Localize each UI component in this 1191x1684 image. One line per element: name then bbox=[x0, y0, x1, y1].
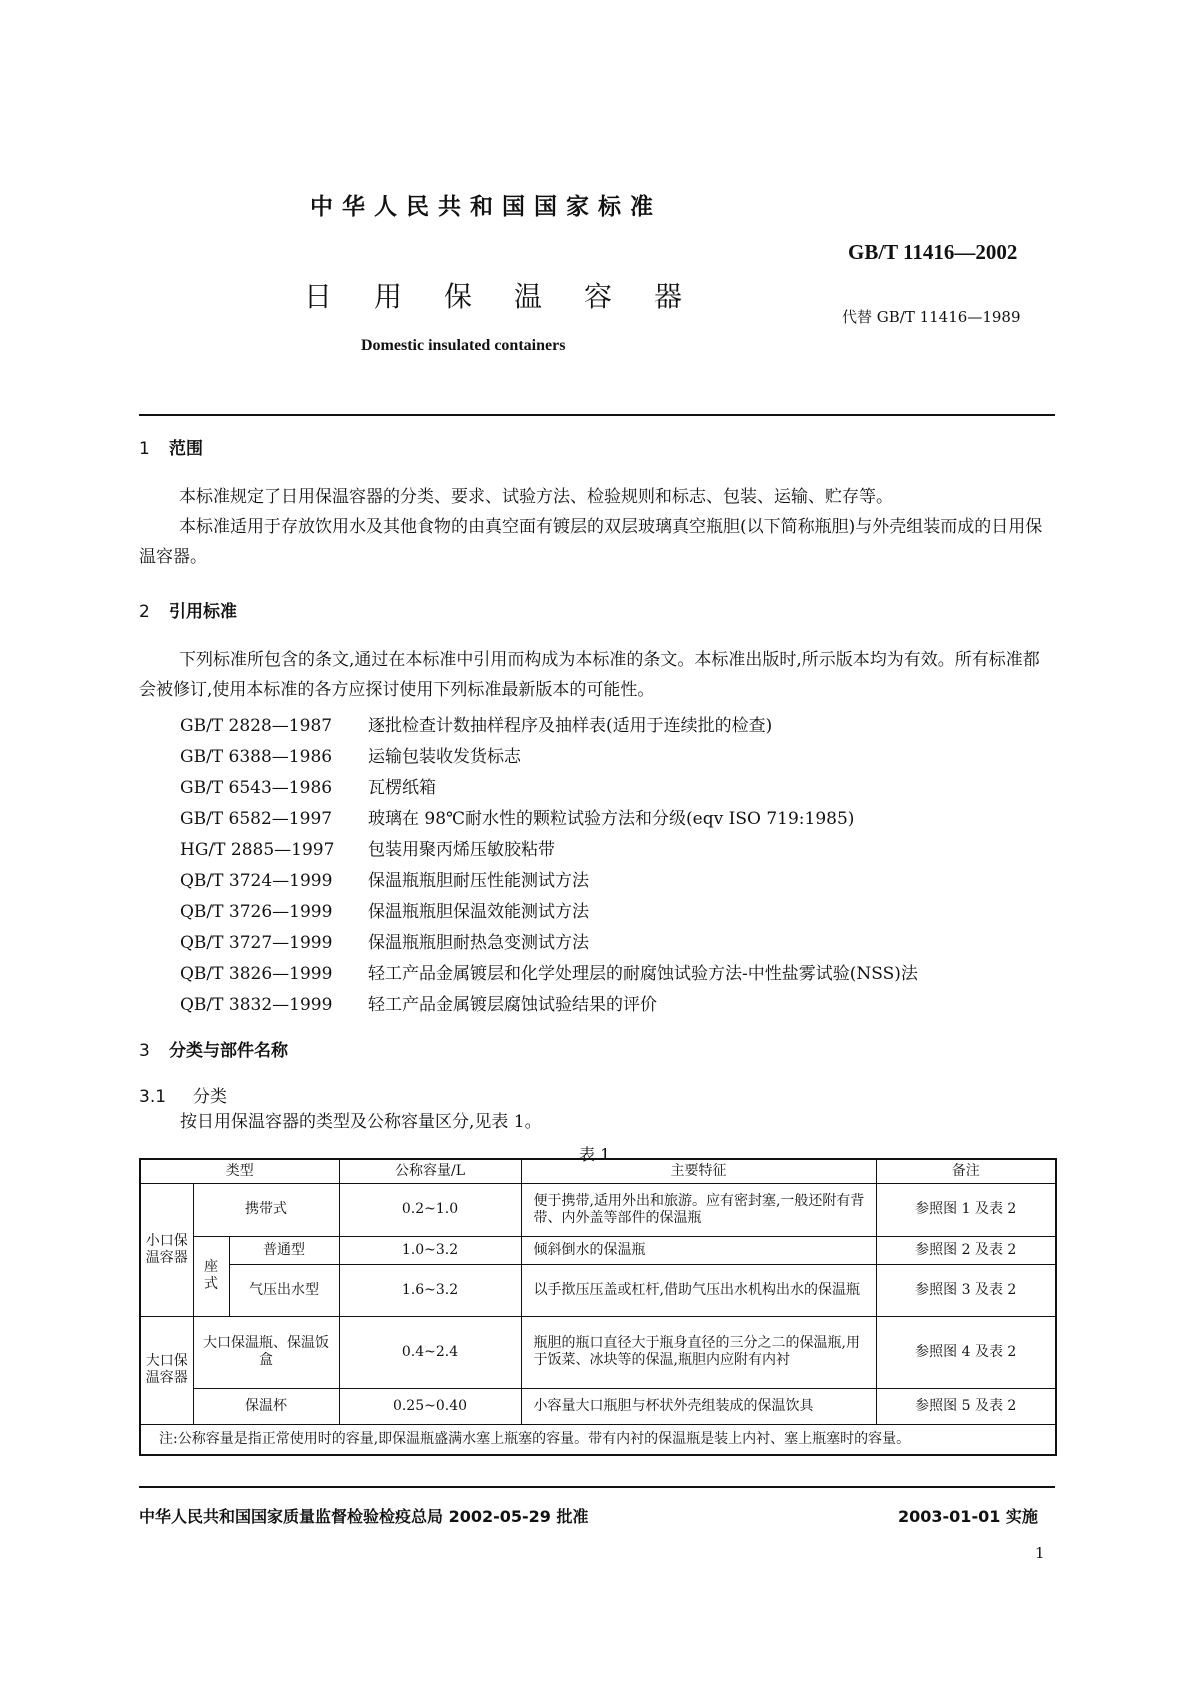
document-title: 日用保温容器 bbox=[304, 280, 725, 313]
table-row bbox=[140, 1388, 1056, 1424]
footer-divider bbox=[139, 1486, 1055, 1488]
reference-item bbox=[180, 928, 589, 953]
reference-code: HG/T 2885—1997 bbox=[180, 840, 335, 860]
table-header-cell: 主要特征 bbox=[521, 1159, 876, 1183]
english-title: Domestic insulated containers bbox=[361, 337, 566, 354]
reference-item bbox=[180, 990, 657, 1015]
capacity-cell: 0.2~1.0 bbox=[339, 1183, 521, 1236]
section-title: 引用标准 bbox=[169, 602, 237, 622]
capacity-cell: 1.0~3.2 bbox=[339, 1236, 521, 1264]
reference-code: GB/T 6543—1986 bbox=[180, 778, 333, 798]
reference-item bbox=[180, 742, 521, 767]
reference-title: 保温瓶瓶胆耐压性能测试方法 bbox=[368, 871, 589, 891]
table-row bbox=[140, 1264, 1056, 1316]
table-caption: 表 1 bbox=[579, 1145, 611, 1164]
table-row bbox=[140, 1236, 1056, 1264]
feature-cell: 瓶胆的瓶口直径大于瓶身直径的三分之二的保温瓶,用于饭菜、冰块等的保温,瓶胆内应附有内衬 bbox=[521, 1316, 876, 1388]
reference-code: QB/T 3832—1999 bbox=[180, 995, 333, 1015]
classification-table bbox=[139, 1158, 1057, 1456]
group-label-large-mouth: 大口保温容器 bbox=[140, 1316, 193, 1424]
table-header-cell: 公称容量/L bbox=[339, 1159, 521, 1183]
header-divider bbox=[139, 414, 1055, 416]
feature-cell: 小容量大口瓶胆与杯状外壳组装成的保温饮具 bbox=[521, 1388, 876, 1424]
remark-cell: 参照图 2 及表 2 bbox=[876, 1236, 1056, 1264]
section-title: 范围 bbox=[169, 439, 203, 459]
reference-title: 轻工产品金属镀层腐蚀试验结果的评价 bbox=[368, 995, 657, 1015]
subsection-3-1-intro: 按日用保温容器的类型及公称容量区分,见表 1。 bbox=[180, 1112, 542, 1132]
remark-cell: 参照图 1 及表 2 bbox=[876, 1183, 1056, 1236]
reference-code: QB/T 3727—1999 bbox=[180, 933, 333, 953]
subsection-title: 分类 bbox=[193, 1087, 227, 1107]
type-cell: 气压出水型 bbox=[229, 1264, 339, 1316]
section-3-heading bbox=[139, 1036, 288, 1061]
type-cell: 大口保温瓶、保温饭盒 bbox=[193, 1316, 339, 1388]
subsection-3-1-heading bbox=[139, 1082, 227, 1107]
type-cell: 保温杯 bbox=[193, 1388, 339, 1424]
section-2-intro: 下列标准所包含的条文,通过在本标准中引用而构成为本标准的条文。本标准出版时,所示版本均为有效。所有标准都会被修订,使用本标准的各方应探讨使用下列标准最新版本的可能性。 bbox=[139, 650, 1040, 700]
reference-code: QB/T 3724—1999 bbox=[180, 871, 333, 891]
reference-title: 玻璃在 98℃耐水性的颗粒试验方法和分级(eqv ISO 719:1985) bbox=[368, 809, 855, 829]
group-label-small-mouth: 小口保温容器 bbox=[140, 1183, 193, 1316]
feature-cell: 以手揿压压盖或杠杆,借助气压出水机构出水的保温瓶 bbox=[521, 1264, 876, 1316]
reference-item bbox=[180, 897, 589, 922]
capacity-cell: 1.6~3.2 bbox=[339, 1264, 521, 1316]
subsection-number: 3.1 bbox=[139, 1087, 167, 1107]
table-header-row bbox=[140, 1159, 1056, 1183]
remark-cell: 参照图 4 及表 2 bbox=[876, 1316, 1056, 1388]
reference-title: 瓦楞纸箱 bbox=[368, 778, 436, 798]
reference-item bbox=[180, 866, 589, 891]
reference-title: 运输包装收发货标志 bbox=[368, 747, 521, 767]
reference-item bbox=[180, 959, 918, 984]
reference-code: QB/T 3826—1999 bbox=[180, 964, 333, 984]
remark-cell: 参照图 3 及表 2 bbox=[876, 1264, 1056, 1316]
type-cell: 普通型 bbox=[229, 1236, 339, 1264]
section-title: 分类与部件名称 bbox=[169, 1041, 288, 1061]
national-standard-heading: 中华人民共和国国家标准 bbox=[310, 194, 662, 220]
page-number: 1 bbox=[1035, 1544, 1045, 1562]
section-1-paragraph-2: 本标准适用于存放饮用水及其他食物的由真空面有镀层的双层玻璃真空瓶胆(以下简称瓶胆)与外壳组装而成的日用保温容器。 bbox=[139, 517, 1043, 567]
reference-code: GB/T 2828—1987 bbox=[180, 716, 333, 736]
reference-code: GB/T 6388—1986 bbox=[180, 747, 333, 767]
table-row bbox=[140, 1183, 1056, 1236]
table-note: 注:公称容量是指正常使用时的容量,即保温瓶盛满水塞上瓶塞的容量。带有内衬的保温瓶是装上内衬、塞上瓶塞时的容量。 bbox=[140, 1424, 1056, 1455]
section-1-heading bbox=[139, 434, 203, 459]
reference-title: 轻工产品金属镀层和化学处理层的耐腐蚀试验方法-中性盐雾试验(NSS)法 bbox=[368, 964, 918, 984]
section-number: 1 bbox=[139, 439, 150, 459]
effective-date: 2003-01-01 实施 bbox=[898, 1507, 1038, 1526]
reference-code: QB/T 3726—1999 bbox=[180, 902, 333, 922]
section-2-heading bbox=[139, 597, 237, 622]
group-label-seat: 座式 bbox=[193, 1236, 229, 1316]
approval-line: 中华人民共和国国家质量监督检验检疫总局 2002-05-29 批准 bbox=[139, 1507, 589, 1526]
capacity-cell: 0.25~0.40 bbox=[339, 1388, 521, 1424]
reference-title: 保温瓶瓶胆保温效能测试方法 bbox=[368, 902, 589, 922]
reference-title: 逐批检查计数抽样程序及抽样表(适用于连续批的检查) bbox=[368, 716, 773, 736]
reference-item bbox=[180, 711, 772, 736]
reference-title: 保温瓶瓶胆耐热急变测试方法 bbox=[368, 933, 589, 953]
section-number: 2 bbox=[139, 602, 150, 622]
reference-item bbox=[180, 804, 854, 829]
table-row bbox=[140, 1316, 1056, 1388]
table-header-cell: 备注 bbox=[876, 1159, 1056, 1183]
table-header-cell: 类型 bbox=[140, 1159, 339, 1183]
table-note-row bbox=[140, 1424, 1056, 1455]
reference-code: GB/T 6582—1997 bbox=[180, 809, 333, 829]
type-cell: 携带式 bbox=[193, 1183, 339, 1236]
capacity-cell: 0.4~2.4 bbox=[339, 1316, 521, 1388]
standard-code: GB/T 11416—2002 bbox=[848, 240, 1018, 264]
section-1-paragraph-1: 本标准规定了日用保温容器的分类、要求、试验方法、检验规则和标志、包装、运输、贮存等。 bbox=[179, 487, 893, 507]
reference-title: 包装用聚丙烯压敏胶粘带 bbox=[368, 840, 555, 860]
replaces-standard: 代替 GB/T 11416—1989 bbox=[842, 308, 1021, 326]
reference-item bbox=[180, 773, 436, 798]
feature-cell: 倾斜倒水的保温瓶 bbox=[521, 1236, 876, 1264]
feature-cell: 便于携带,适用外出和旅游。应有密封塞,一般还附有背带、内外盖等部件的保温瓶 bbox=[521, 1183, 876, 1236]
reference-item bbox=[180, 835, 555, 860]
remark-cell: 参照图 5 及表 2 bbox=[876, 1388, 1056, 1424]
section-number: 3 bbox=[139, 1041, 150, 1061]
